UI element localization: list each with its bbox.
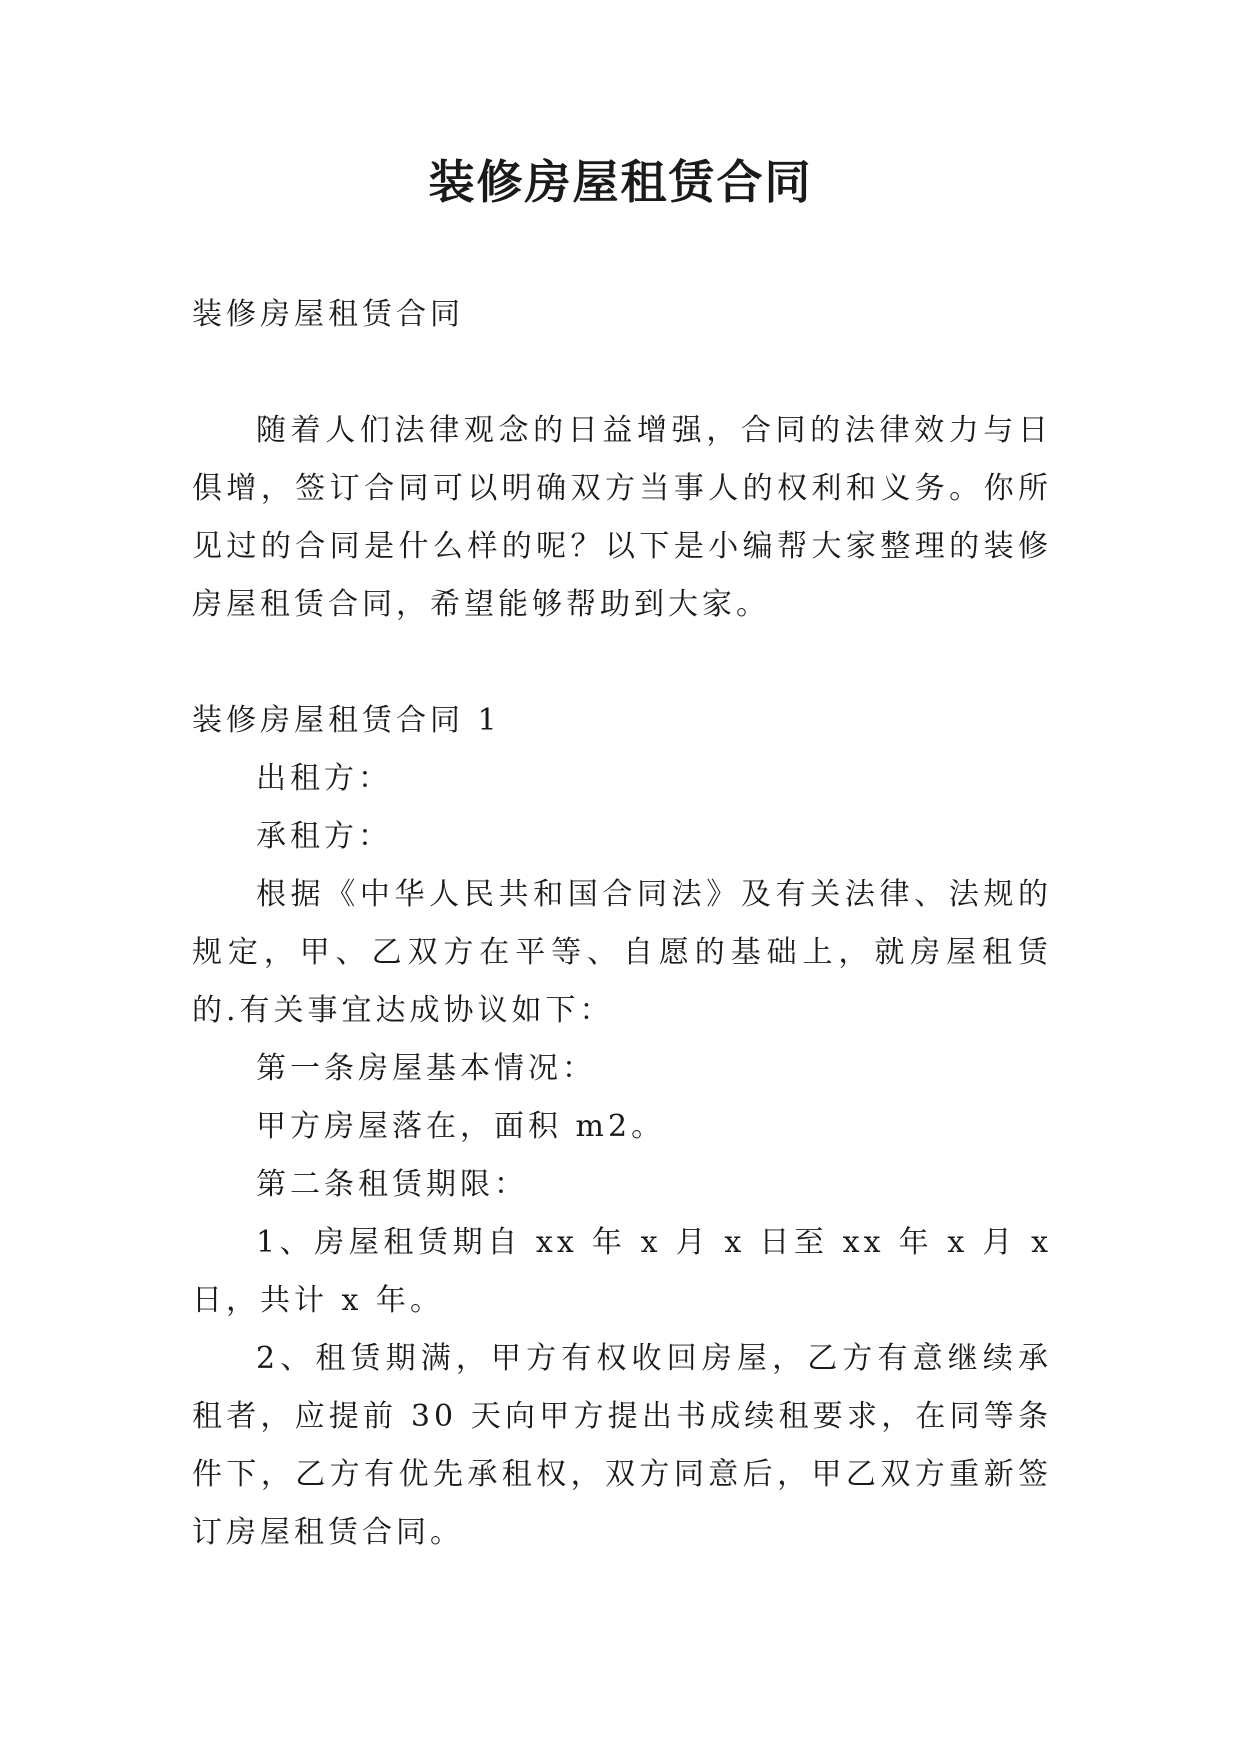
- article-one-heading: 第一条房屋基本情况：: [256, 1051, 596, 1086]
- lessee-line: 承租方：: [256, 819, 392, 854]
- intro-paragraph: 随着人们法律观念的日益增强，合同的法律效力与日俱增，签订合同可以明确双方当事人的权利和义务。你所见过的合同是什么样的呢？以下是小编帮大家整理的装修房屋租赁合同，希望能够帮助到大家。: [192, 413, 1052, 622]
- article-two-clause-2: 2、租赁期满，甲方有权收回房屋，乙方有意继续承租者，应提前 30 天向甲方提出书成续租要求，在同等条件下，乙方有优先承租权，双方同意后，甲乙双方重新签订房屋租赁合同。: [192, 1341, 1052, 1550]
- section-heading: 装修房屋租赁合同 1: [192, 703, 501, 738]
- basis-paragraph: 根据《中华人民共和国合同法》及有关法律、法规的规定，甲、乙双方在平等、自愿的基础上，就房屋租赁的.有关事宜达成协议如下：: [192, 877, 1052, 1028]
- article-two-clause-1: 1、房屋租赁期自 xx 年 x 月 x 日至 xx 年 x 月 x 日，共计 x 年。: [192, 1225, 1052, 1318]
- document-body: [192, 286, 1052, 1562]
- article-one-text: 甲方房屋落在，面积 m2。: [256, 1109, 666, 1144]
- document-title: 装修房屋租赁合同: [428, 155, 813, 209]
- document-subtitle: 装修房屋租赁合同: [192, 297, 464, 332]
- lessor-line: 出租方：: [256, 761, 392, 796]
- article-two-heading: 第二条租赁期限：: [256, 1167, 528, 1202]
